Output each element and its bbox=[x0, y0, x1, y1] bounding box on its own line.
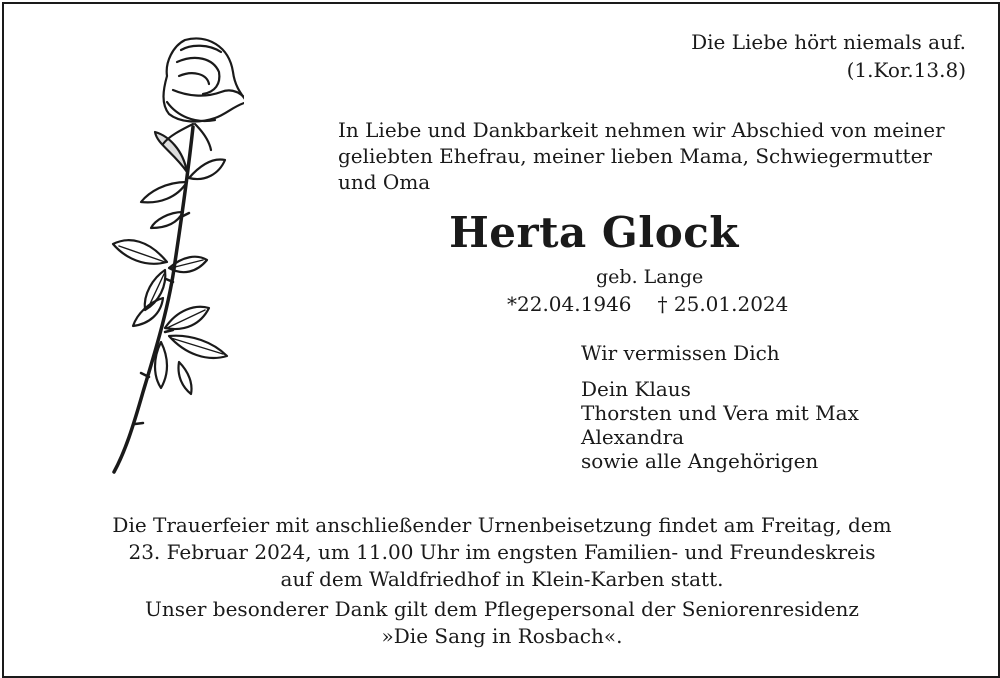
mourners-block bbox=[581, 341, 859, 473]
mourner-name: Dein Klaus bbox=[581, 377, 691, 401]
funeral-line-3: auf dem Waldfriedhof in Klein-Karben statt. bbox=[280, 567, 724, 591]
obituary-notice bbox=[2, 2, 1000, 678]
quote-reference: (1.Kor.13.8) bbox=[846, 58, 966, 82]
missing-phrase: Wir vermissen Dich bbox=[581, 341, 780, 365]
thanks-note bbox=[44, 596, 960, 650]
mourner-name: sowie alle Angehörigen bbox=[581, 449, 819, 473]
intro-paragraph bbox=[338, 117, 968, 195]
birth-name: geb. Lange bbox=[596, 266, 704, 288]
deceased-name: Herta Glock bbox=[449, 208, 739, 257]
mourner-name: Alexandra bbox=[581, 425, 685, 449]
rose-icon bbox=[69, 32, 244, 477]
bible-quote bbox=[691, 28, 966, 84]
funeral-line-1: Die Trauerfeier mit anschließender Urnenbeisetzung findet am Freitag, dem bbox=[112, 513, 892, 537]
mourner-name: Thorsten und Vera mit Max bbox=[581, 401, 859, 425]
thanks-line-2: »Die Sang in Rosbach«. bbox=[381, 624, 623, 648]
funeral-info bbox=[44, 512, 960, 593]
intro-line-3: und Oma bbox=[338, 170, 431, 194]
death-date: † 25.01.2024 bbox=[657, 292, 789, 316]
life-dates bbox=[507, 292, 788, 316]
quote-text: Die Liebe hört niemals auf. bbox=[691, 30, 966, 54]
thanks-line-1: Unser besonderer Dank gilt dem Pflegepersonal der Seniorenresidenz bbox=[145, 597, 859, 621]
intro-line-1: In Liebe und Dankbarkeit nehmen wir Abschied von meiner bbox=[338, 118, 945, 142]
birth-date: *22.04.1946 bbox=[507, 292, 632, 316]
intro-line-2: geliebten Ehefrau, meiner lieben Mama, Schwiegermutter bbox=[338, 144, 932, 168]
funeral-line-2: 23. Februar 2024, um 11.00 Uhr im engsten Familien- und Freundeskreis bbox=[128, 540, 876, 564]
